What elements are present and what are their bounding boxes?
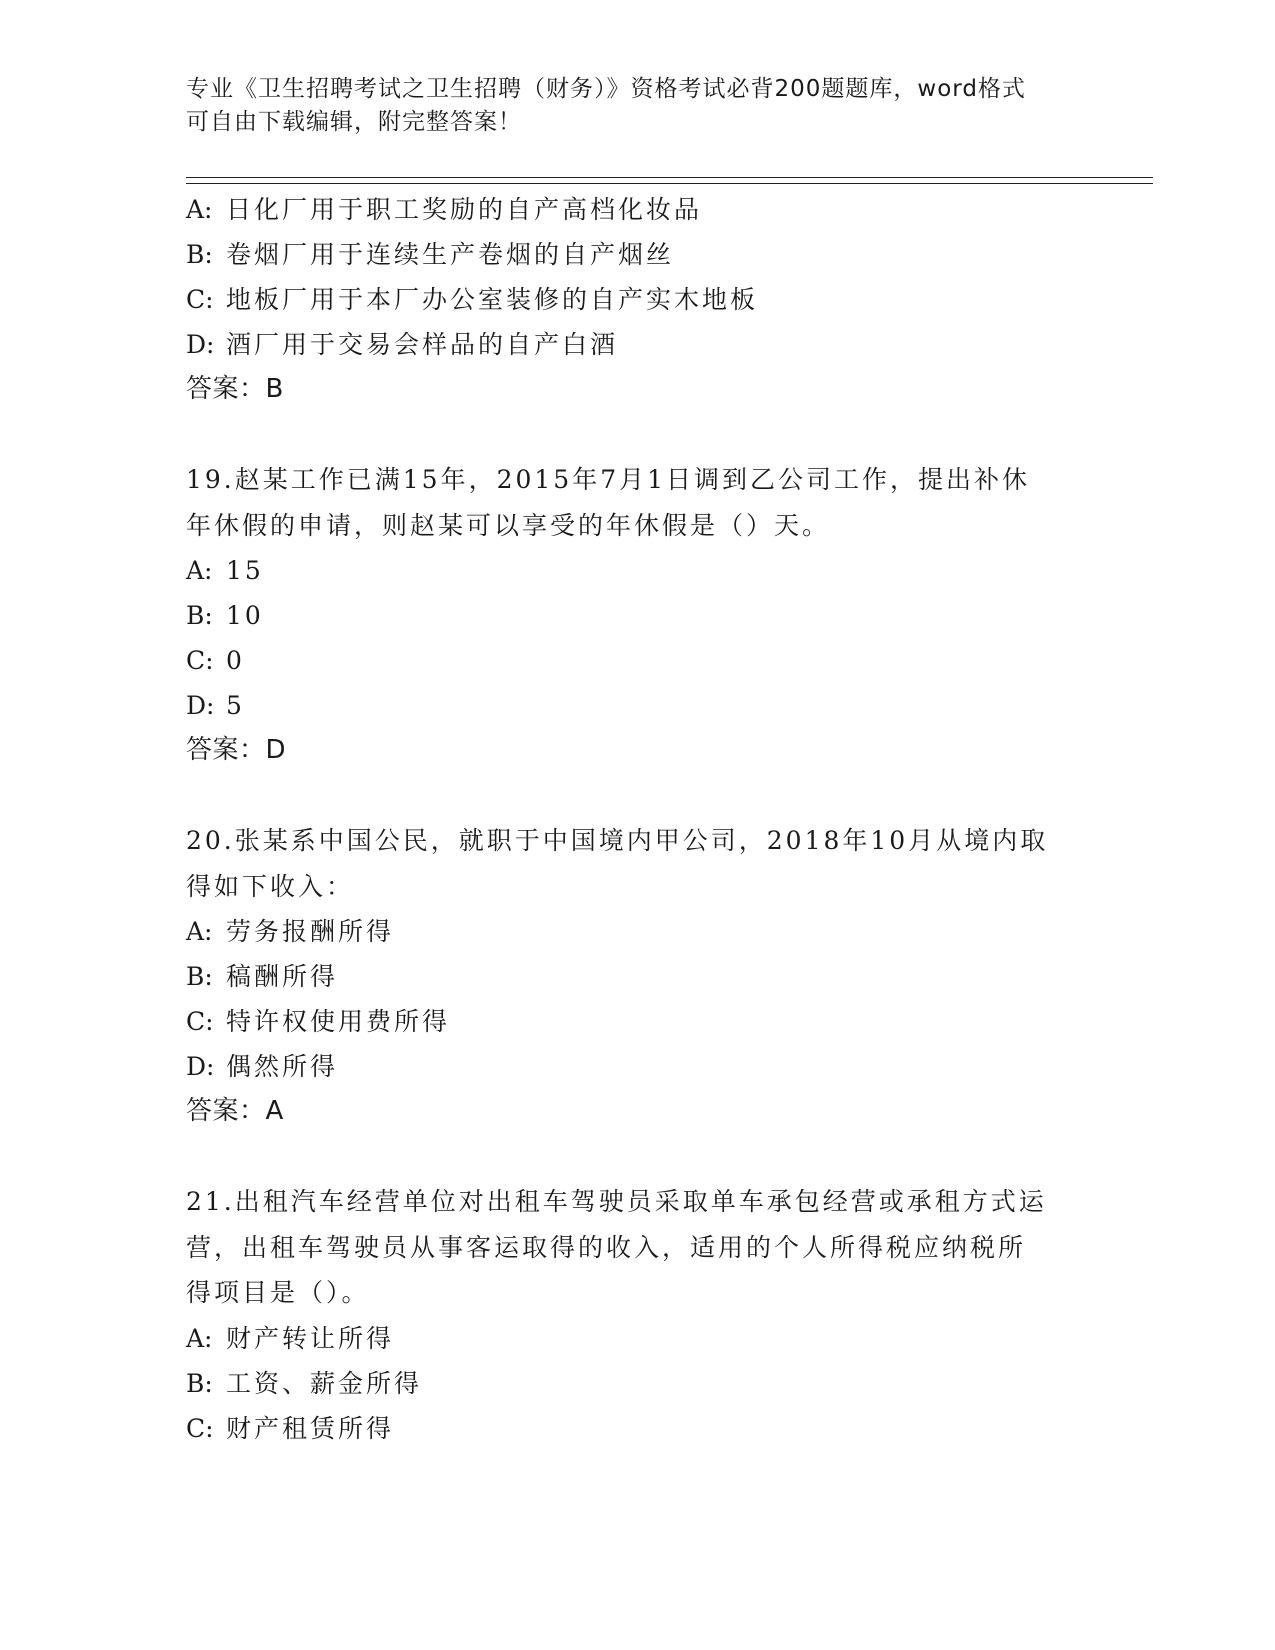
- option-d: [186, 683, 1106, 728]
- option-text: 5: [226, 691, 245, 720]
- header-line-2: 可自由下载编辑，附完整答案！: [186, 109, 522, 135]
- option-a: [186, 548, 1106, 593]
- option-text: 工资、薪金所得: [226, 1368, 423, 1398]
- option-text: 日化厂用于职工奖励的自产高档化妆品: [226, 195, 703, 224]
- option-letter: D:: [186, 1052, 215, 1081]
- header-divider-bottom: [186, 183, 1153, 184]
- question-text-line: 年休假的申请，则赵某可以享受的年休假是（）天。: [186, 510, 831, 540]
- option-letter: A:: [186, 195, 213, 224]
- option-text: 10: [226, 601, 264, 630]
- spacer: [186, 773, 1106, 818]
- option-letter: D:: [186, 691, 215, 720]
- option-a: [186, 187, 1106, 232]
- question-text-line: 19.赵某工作已满15年，2015年7月1日调到乙公司工作，提出补休: [186, 465, 1031, 494]
- option-b: [186, 593, 1106, 638]
- option-c: [186, 277, 1106, 322]
- question-text-line: 营，出租车驾驶员从事客运取得的收入，适用的个人所得税应纳税所: [186, 1232, 1027, 1262]
- option-c: [186, 638, 1106, 683]
- question-list: [186, 187, 1106, 1451]
- option-letter: C:: [186, 646, 214, 675]
- option-c: [186, 1406, 1106, 1451]
- option-b: [186, 232, 1106, 277]
- option-b: [186, 1361, 1106, 1406]
- question-text-line: 20.张某系中国公民，就职于中国境内甲公司，2018年10月从境内取: [186, 826, 1049, 855]
- option-a: [186, 1316, 1106, 1361]
- option-text: 15: [226, 556, 264, 585]
- option-letter: C:: [186, 1413, 214, 1443]
- option-letter: A:: [186, 917, 213, 946]
- option-d: [186, 322, 1106, 367]
- spacer: [186, 412, 1106, 457]
- question-text-line: 21.出租汽车经营单位对出租车驾驶员采取单车承包经营或承租方式运: [186, 1187, 1047, 1216]
- answer-line: 答案：A: [186, 1096, 284, 1126]
- option-b: [186, 954, 1106, 999]
- option-letter: C:: [186, 285, 214, 314]
- option-d: [186, 1044, 1106, 1089]
- option-text: 稿酬所得: [226, 962, 339, 991]
- option-letter: A:: [186, 1323, 213, 1353]
- option-text: 偶然所得: [226, 1052, 339, 1081]
- spacer: [186, 1134, 1106, 1179]
- header-line-1: 专业《卫生招聘考试之卫生招聘（财务）》资格考试必背200题题库，word格式: [186, 76, 1026, 102]
- question-20: [186, 818, 1106, 1134]
- document-header: [186, 73, 1086, 139]
- option-letter: B:: [186, 601, 213, 630]
- option-text: 劳务报酬所得: [226, 917, 395, 946]
- question-text-line: 得如下收入：: [186, 871, 355, 901]
- option-text: 财产租赁所得: [226, 1413, 395, 1443]
- option-a: [186, 909, 1106, 954]
- question-18: [186, 187, 1106, 412]
- option-text: 地板厂用于本厂办公室装修的自产实木地板: [226, 285, 759, 314]
- option-text: 卷烟厂用于连续生产卷烟的自产烟丝: [226, 240, 675, 269]
- option-letter: B:: [186, 240, 213, 269]
- option-text: 酒厂用于交易会样品的自产白酒: [226, 330, 619, 359]
- option-letter: B:: [186, 1368, 213, 1398]
- question-21: [186, 1179, 1106, 1451]
- option-text: 财产转让所得: [226, 1323, 395, 1353]
- question-19: [186, 457, 1106, 773]
- question-text-line: 得项目是（）。: [186, 1278, 370, 1307]
- option-letter: A:: [186, 556, 213, 585]
- option-letter: C:: [186, 1007, 214, 1036]
- option-letter: D:: [186, 330, 215, 359]
- option-text: 0: [226, 646, 245, 675]
- option-letter: B:: [186, 962, 213, 991]
- header-divider-top: [186, 177, 1153, 178]
- option-c: [186, 999, 1106, 1044]
- option-text: 特许权使用费所得: [226, 1007, 451, 1036]
- answer-line: 答案：B: [186, 374, 284, 404]
- answer-line: 答案：D: [186, 735, 287, 765]
